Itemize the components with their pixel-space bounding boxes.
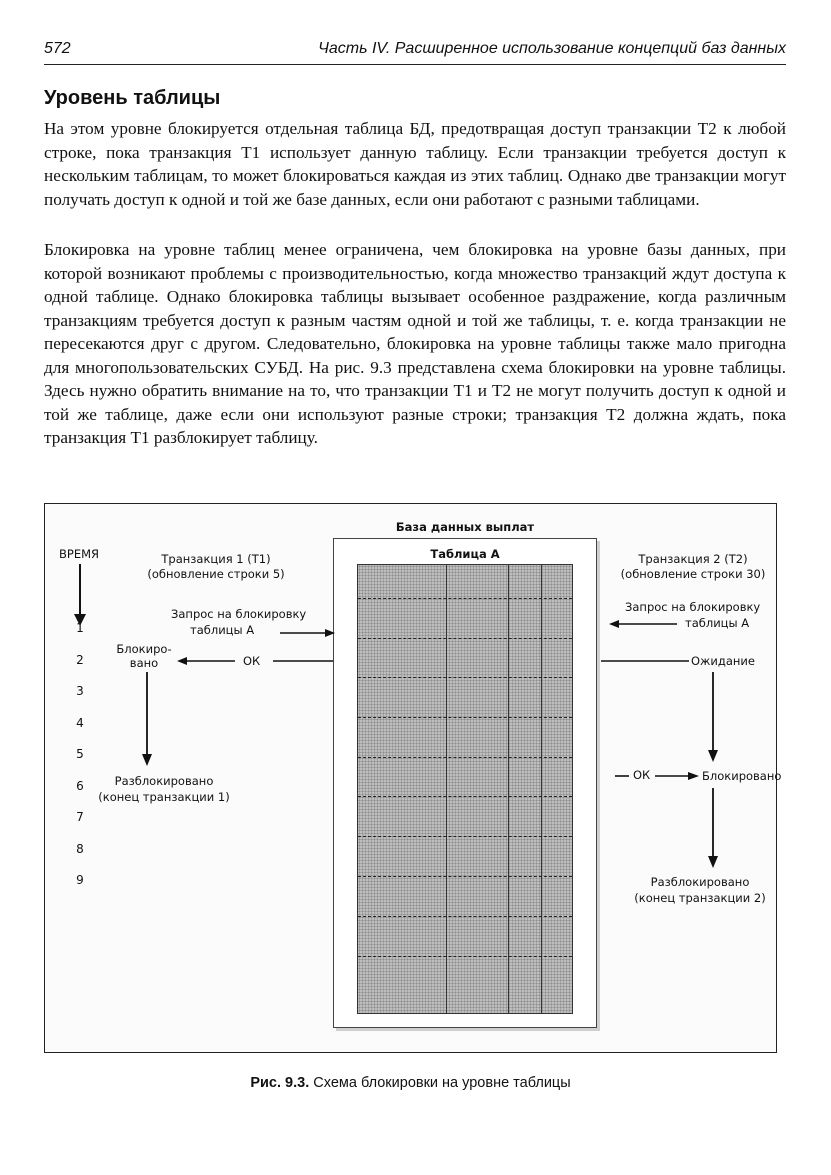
part-title: Часть IV. Расширенное использование концепций баз данных — [318, 40, 786, 57]
t2-title: Транзакция 2 (Т2) — [638, 552, 748, 566]
t1-subtitle: (обновление строки 5) — [147, 567, 285, 581]
table-label: Таблица А — [430, 547, 500, 561]
t1-ok-label: ОК — [243, 654, 261, 668]
t2-ok-arrow — [615, 772, 699, 780]
t2-subtitle: (обновление строки 30) — [620, 567, 766, 581]
running-header — [44, 40, 786, 64]
time-axis-label: ВРЕМЯ — [59, 547, 100, 561]
time-step-7: 7 — [76, 810, 84, 824]
section-title: Уровень таблицы — [44, 87, 221, 109]
time-step-1: 1 — [76, 621, 84, 635]
figure-caption — [44, 1075, 777, 1091]
t2-wait-arrow — [708, 672, 718, 762]
t2-unlocked-label: Разблокировано — [650, 875, 750, 889]
time-step-6: 6 — [76, 779, 84, 793]
caption-label: Рис. 9.3. — [250, 1075, 310, 1091]
t2-unlocked-label-2: (конец транзакции 2) — [634, 891, 766, 905]
caption-text: Схема блокировки на уровне таблицы — [313, 1075, 571, 1091]
time-step-3: 3 — [76, 684, 84, 698]
t1-unlocked-label-2: (конец транзакции 1) — [98, 790, 230, 804]
paragraph-1: На этом уровне блокируется отдельная таблица БД, предотвращая доступ транзакции Т2 к любой строке, пока транзакция Т1 использует данную таблицу. Если транзакции требуется доступ к нескольким таблицам, то может блокироваться каждая из этих таблиц. Однако две транзакции могут получать доступ к одной и той же базе данных, если они работают с разными таблицами. — [44, 119, 786, 209]
t2-request-arrow — [609, 620, 677, 628]
paragraph-2: Блокировка на уровне таблиц менее ограничена, чем блокировка на уровне базы данных, при которой возникают проблемы с производительностью, когда множество транзакций ждут доступа к одной таблице. Однако блокировка таблицы вызывает особенное раздражение, когда различным транзакциям требуется доступ к разным частям одной и той же таблицы, т. е. когда транзакции не пересекаются друг с другом. Следовательно, блокировка на уровне таблицы также мало пригодна для многопользовательских СУБД. На рис. 9.3 представлена схема блокировки на уровне таблицы. Здесь нужно обратить внимание на то, что транзакции Т1 и Т2 не могут получить доступ к одной и той же таблице, даже если они используют разные строки; транзакция Т2 должна ждать, пока транзакция Т1 разблокирует таблицу. — [44, 240, 786, 447]
time-step-4: 4 — [76, 716, 84, 730]
t1-unlocked-label: Разблокировано — [114, 774, 214, 788]
t1-locked-label: Блокиро- — [116, 642, 172, 656]
t2-request-label-2: таблицы А — [685, 616, 750, 630]
time-step-8: 8 — [76, 842, 84, 856]
t2-timeline-arrow — [708, 788, 718, 868]
t2-ok-label: ОК — [633, 768, 651, 782]
t1-locked-label-2: вано — [129, 656, 159, 670]
page-number: 572 — [44, 40, 71, 57]
t2-request-label: Запрос на блокировку — [625, 600, 761, 614]
figure-table-locking — [44, 503, 782, 1053]
time-step-9: 9 — [76, 873, 84, 887]
database-label: База данных выплат — [395, 520, 535, 534]
time-step-5: 5 — [76, 747, 84, 761]
t1-request-label-2: таблицы А — [190, 623, 255, 637]
t2-waiting-label: Ожидание — [691, 654, 755, 668]
t2-locked-label: Блокировано — [702, 769, 782, 783]
t1-timeline-arrow — [142, 672, 152, 766]
time-step-2: 2 — [76, 653, 84, 667]
header-rule — [44, 64, 786, 65]
flow-arrows — [45, 504, 778, 1054]
t1-request-label: Запрос на блокировку — [171, 607, 307, 621]
t1-request-arrow — [280, 629, 335, 637]
t1-title: Транзакция 1 (Т1) — [161, 552, 271, 566]
t1-ok-arrow — [177, 657, 333, 665]
